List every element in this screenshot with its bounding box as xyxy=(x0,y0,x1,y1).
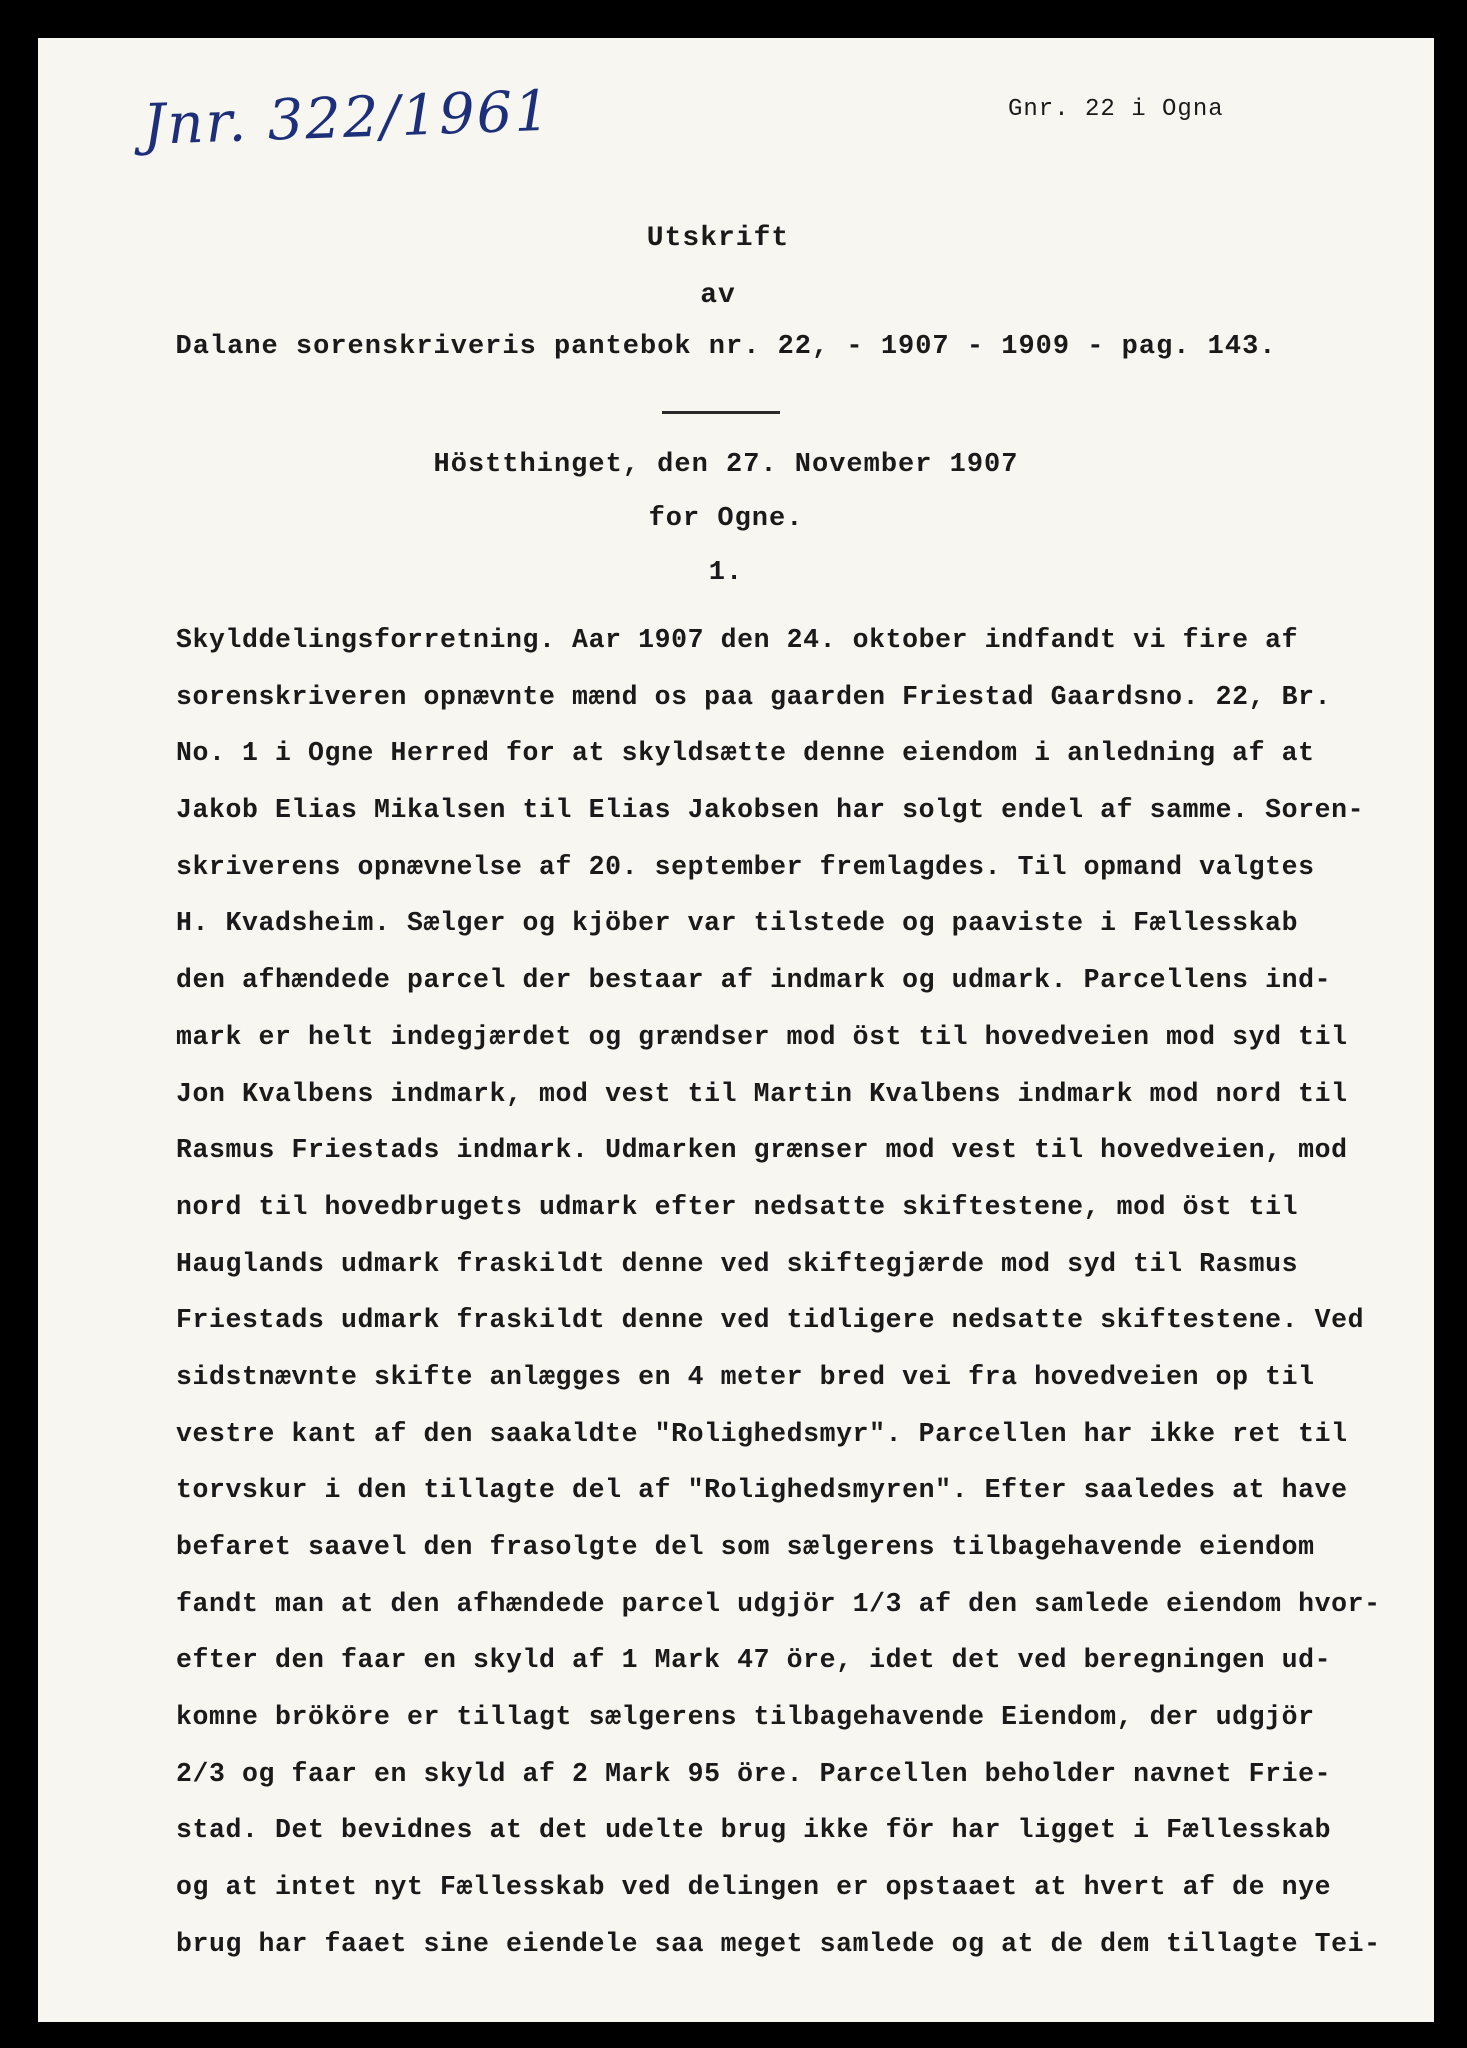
document-title: Utskrift xyxy=(646,223,790,254)
body-line: vestre kant af den saakaldte "Rolighedsmyr". Parcellen har ikke ret til xyxy=(176,1418,1348,1449)
body-line: Hauglands udmark fraskildt denne ved skiftegjærde mod syd til Rasmus xyxy=(176,1248,1299,1279)
body-line: 2/3 og faar en skyld af 2 Mark 95 öre. Parcellen beholder navnet Frie- xyxy=(176,1758,1332,1789)
body-line: brug har faaet sine eiendele saa meget samlede og at de dem tillagte Tei- xyxy=(176,1928,1381,1959)
body-line: H. Kvadsheim. Sælger og kjöber var tilstede og paaviste i Fællesskab xyxy=(176,908,1299,939)
body-line: torvskur i den tillagte del af "Rolighedsmyren". Efter saaledes at have xyxy=(176,1475,1348,1506)
body-line: Rasmus Friestads indmark. Udmarken grænser mod vest til hovedveien, mod xyxy=(176,1135,1348,1166)
body-line: og at intet nyt Fællesskab ved delingen er opstaaet at hvert af de nye xyxy=(176,1872,1332,1903)
body-line: No. 1 i Ogne Herred for at skyldsætte denne eiendom i anledning af at xyxy=(176,738,1315,769)
body-text xyxy=(176,612,1381,1973)
body-line: efter den faar en skyld af 1 Mark 47 öre, idet det ved beregningen ud- xyxy=(176,1645,1332,1676)
body-line: Friestads udmark fraskildt denne ved tidligere nedsatte skiftestene. Ved xyxy=(176,1305,1365,1336)
place-heading: for Ogne. xyxy=(648,504,804,534)
document-title-av: av xyxy=(700,280,736,311)
body-line: Jon Kvalbens indmark, mod vest til Martin Kvalbens indmark mod nord til xyxy=(176,1078,1348,1109)
reference-number: Gnr. 22 i Ogna xyxy=(1008,96,1224,123)
body-line: befaret saavel den frasolgte del som sælgerens tilbagehavende eiendom xyxy=(176,1532,1315,1562)
body-line: skriverens opnævnelse af 20. september fremlagdes. Til opmand valgtes xyxy=(176,851,1315,882)
document-subtitle: Dalane sorenskriveris pantebok nr. 22, - 1907 - 1909 - pag. 143. xyxy=(175,332,1277,362)
body-line: sorenskriveren opnævnte mænd os paa gaarden Friestad Gaardsno. 22, Br. xyxy=(176,681,1332,712)
body-line: nord til hovedbrugets udmark efter nedsatte skiftestene, mod öst til xyxy=(176,1191,1299,1222)
body-line: stad. Det bevidnes at det udelte brug ikke för har ligget i Fællesskab xyxy=(176,1815,1332,1846)
body-line: sidstnævnte skifte anlægges en 4 meter bred vei fra hovedveien op til xyxy=(176,1361,1315,1392)
body-line: den afhændede parcel der bestaar af indmark og udmark. Parcellens ind- xyxy=(176,965,1332,996)
document-page xyxy=(38,38,1434,2022)
handwritten-annotation: Jnr. 322/1961 xyxy=(141,78,553,158)
body-line: Skylddelingsforretning. Aar 1907 den 24. oktober indfandt vi fire af xyxy=(176,625,1299,655)
body-line: mark er helt indegjærdet og grændser mod öst til hovedveien mod syd til xyxy=(176,1021,1348,1052)
body-line: Jakob Elias Mikalsen til Elias Jakobsen har solgt endel af samme. Soren- xyxy=(176,795,1365,826)
body-line: komne brököre er tillagt sælgerens tilbagehavende Eiendom, der udgjör xyxy=(176,1702,1315,1733)
session-heading: Höstthinget, den 27. November 1907 xyxy=(433,450,1019,480)
divider-rule xyxy=(662,411,780,414)
item-number: 1. xyxy=(708,558,744,588)
body-line: fandt man at den afhændede parcel udgjör 1/3 af den samlede eiendom hvor- xyxy=(176,1588,1381,1619)
